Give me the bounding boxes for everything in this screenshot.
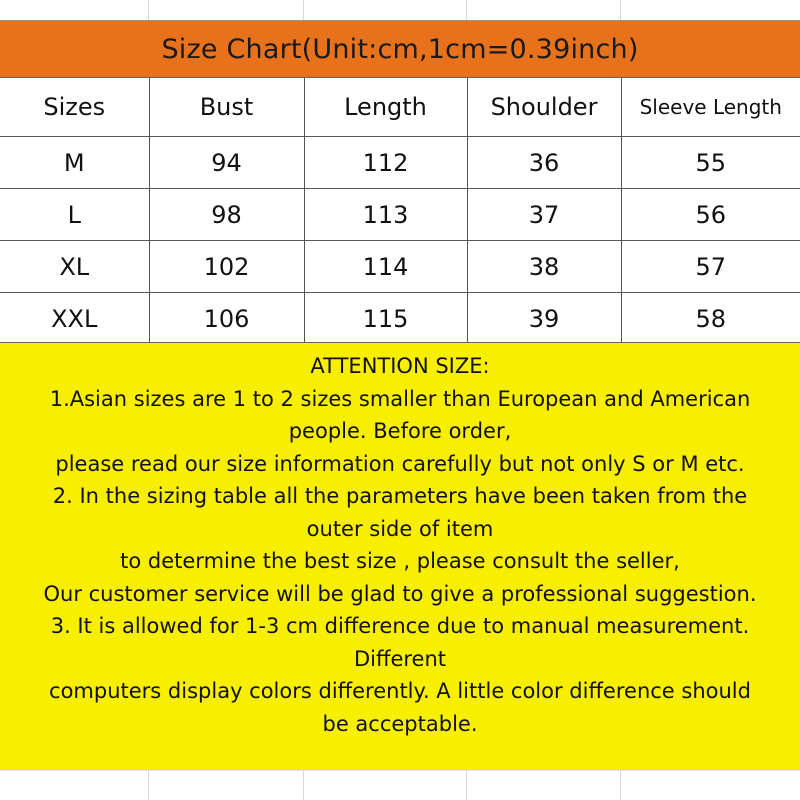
grid-line (620, 770, 621, 800)
grid-line (0, 770, 800, 771)
grid-line (303, 0, 304, 20)
table-row (0, 293, 800, 345)
size-chart-title: Size Chart(Unit:cm,1cm=0.39inch) (0, 20, 800, 78)
cell-sleeve-length: 57 (621, 241, 800, 293)
cell-bust: 106 (149, 293, 304, 345)
notice-line: computers display colors differently. A little color difference should (49, 679, 751, 703)
cell-size: XXL (0, 293, 149, 345)
table-row (0, 241, 800, 293)
notice-line: 2. In the sizing table all the parameters have been taken from the (52, 484, 748, 508)
notice-line: 1.Asian sizes are 1 to 2 sizes smaller than European and American (49, 386, 751, 411)
attention-notice (0, 342, 800, 770)
cell-sleeve-length: 58 (621, 293, 800, 345)
cell-sleeve-length: 56 (621, 189, 800, 241)
cell-shoulder: 39 (467, 293, 621, 345)
cell-length: 112 (304, 137, 467, 189)
notice-heading: ATTENTION SIZE: (310, 354, 490, 378)
notice-line: people. Before order, (288, 419, 512, 443)
cell-shoulder: 38 (467, 241, 621, 293)
grid-line (303, 770, 304, 800)
cell-shoulder: 36 (467, 137, 621, 189)
cell-bust: 98 (149, 189, 304, 241)
header-sizes: Sizes (0, 78, 149, 137)
notice-line: Our customer service will be glad to give a professional suggestion. (43, 581, 757, 606)
cell-length: 113 (304, 189, 467, 241)
size-table (0, 78, 800, 345)
header-bust: Bust (149, 78, 304, 137)
cell-size: XL (0, 241, 149, 293)
notice-line: 3. It is allowed for 1-3 cm difference due to manual measurement. (50, 614, 750, 638)
cell-bust: 102 (149, 241, 304, 293)
cell-size: L (0, 189, 149, 241)
cell-length: 115 (304, 293, 467, 345)
cell-length: 114 (304, 241, 467, 293)
notice-line: outer side of item (306, 516, 494, 541)
notice-line: please read our size information carefully but not only S or M etc. (55, 451, 745, 476)
header-shoulder: Shoulder (467, 78, 621, 137)
notice-line: to determine the best size , please consult the seller, (120, 549, 680, 573)
table-row (0, 137, 800, 189)
header-sleeve-length: Sleeve Length (621, 78, 800, 137)
notice-line: Different (353, 646, 447, 671)
table-row (0, 189, 800, 241)
grid-line (148, 770, 149, 800)
cell-shoulder: 37 (467, 189, 621, 241)
grid-line (466, 770, 467, 800)
cell-bust: 94 (149, 137, 304, 189)
notice-line: be acceptable. (322, 711, 478, 736)
grid-line (148, 0, 149, 20)
cell-sleeve-length: 55 (621, 137, 800, 189)
grid-line (620, 0, 621, 20)
cell-size: M (0, 137, 149, 189)
table-header-row (0, 78, 800, 137)
header-length: Length (304, 78, 467, 137)
grid-line (466, 0, 467, 20)
